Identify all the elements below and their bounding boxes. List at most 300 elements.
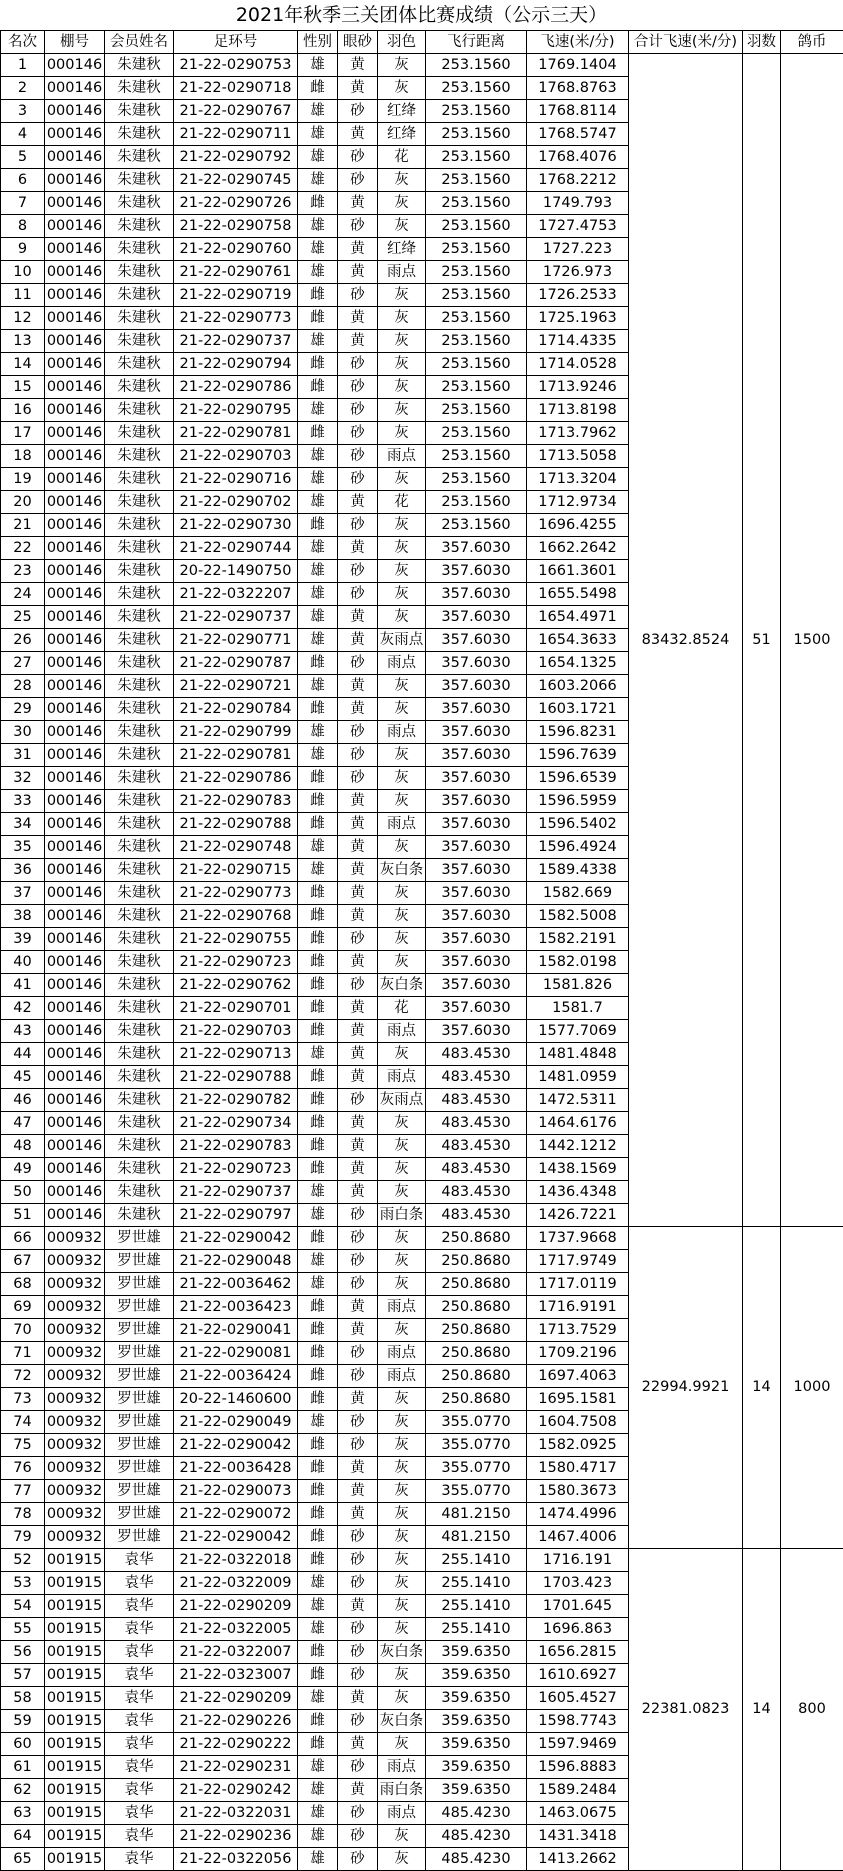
cell-feather-color: 灰白条 (378, 1641, 426, 1664)
cell-eye-sand: 砂 (338, 1089, 378, 1112)
cell-rank: 76 (1, 1457, 45, 1480)
cell-member-name: 袁华 (105, 1595, 174, 1618)
cell-ring-number: 21-22-0290781 (174, 744, 298, 767)
cell-sex: 雄 (298, 215, 338, 238)
cell-eye-sand: 黄 (338, 261, 378, 284)
cell-distance: 253.1560 (426, 399, 527, 422)
cell-loft-id: 000146 (45, 767, 105, 790)
cell-feather-color: 灰 (378, 882, 426, 905)
cell-feather-color: 灰 (378, 192, 426, 215)
cell-ring-number: 21-22-0290081 (174, 1342, 298, 1365)
cell-loft-id: 000146 (45, 215, 105, 238)
cell-member-name: 罗世雄 (105, 1250, 174, 1273)
team-total-speed: 22994.9921 (629, 1227, 743, 1549)
cell-sex: 雄 (298, 744, 338, 767)
cell-speed: 1598.7743 (527, 1710, 629, 1733)
cell-loft-id: 000146 (45, 606, 105, 629)
cell-feather-color: 灰 (378, 169, 426, 192)
cell-distance: 357.6030 (426, 560, 527, 583)
cell-loft-id: 000146 (45, 1158, 105, 1181)
cell-loft-id: 000932 (45, 1342, 105, 1365)
cell-member-name: 朱建秋 (105, 146, 174, 169)
cell-ring-number: 21-22-0290761 (174, 261, 298, 284)
cell-loft-id: 000146 (45, 445, 105, 468)
cell-sex: 雄 (298, 1204, 338, 1227)
cell-speed: 1438.1569 (527, 1158, 629, 1181)
cell-distance: 357.6030 (426, 790, 527, 813)
cell-distance: 253.1560 (426, 215, 527, 238)
cell-feather-color: 雨点 (378, 1296, 426, 1319)
cell-sex: 雄 (298, 1848, 338, 1871)
cell-rank: 64 (1, 1825, 45, 1848)
cell-speed: 1768.8114 (527, 100, 629, 123)
cell-ring-number: 21-22-0290073 (174, 1480, 298, 1503)
cell-eye-sand: 砂 (338, 1526, 378, 1549)
cell-ring-number: 21-22-0290795 (174, 399, 298, 422)
cell-feather-color: 灰 (378, 514, 426, 537)
cell-ring-number: 21-22-0290788 (174, 813, 298, 836)
cell-distance: 250.8680 (426, 1273, 527, 1296)
cell-distance: 357.6030 (426, 583, 527, 606)
cell-ring-number: 21-22-0290753 (174, 54, 298, 77)
cell-ring-number: 21-22-0290226 (174, 1710, 298, 1733)
cell-distance: 253.1560 (426, 491, 527, 514)
cell-speed: 1701.645 (527, 1595, 629, 1618)
cell-sex: 雄 (298, 629, 338, 652)
cell-sex: 雄 (298, 468, 338, 491)
cell-distance: 483.4530 (426, 1043, 527, 1066)
cell-feather-color: 雨点 (378, 445, 426, 468)
cell-member-name: 朱建秋 (105, 77, 174, 100)
cell-loft-id: 000932 (45, 1457, 105, 1480)
cell-member-name: 朱建秋 (105, 652, 174, 675)
cell-loft-id: 000932 (45, 1503, 105, 1526)
cell-speed: 1768.2212 (527, 169, 629, 192)
cell-rank: 46 (1, 1089, 45, 1112)
cell-ring-number: 21-22-0290797 (174, 1204, 298, 1227)
cell-member-name: 朱建秋 (105, 928, 174, 951)
header-member-name: 会员姓名 (105, 31, 174, 54)
cell-rank: 15 (1, 376, 45, 399)
cell-rank: 59 (1, 1710, 45, 1733)
cell-feather-color: 雨点 (378, 1756, 426, 1779)
cell-speed: 1589.2484 (527, 1779, 629, 1802)
cell-rank: 36 (1, 859, 45, 882)
cell-ring-number: 21-22-0290718 (174, 77, 298, 100)
cell-eye-sand: 黄 (338, 905, 378, 928)
cell-sex: 雄 (298, 123, 338, 146)
header-coins: 鸽币 (781, 31, 843, 54)
cell-rank: 17 (1, 422, 45, 445)
cell-speed: 1603.1721 (527, 698, 629, 721)
cell-distance: 357.6030 (426, 652, 527, 675)
cell-speed: 1713.7962 (527, 422, 629, 445)
cell-rank: 74 (1, 1411, 45, 1434)
cell-loft-id: 001915 (45, 1802, 105, 1825)
cell-speed: 1726.2533 (527, 284, 629, 307)
cell-ring-number: 21-22-0290755 (174, 928, 298, 951)
cell-rank: 68 (1, 1273, 45, 1296)
cell-distance: 357.6030 (426, 721, 527, 744)
cell-member-name: 朱建秋 (105, 905, 174, 928)
cell-distance: 483.4530 (426, 1066, 527, 1089)
cell-sex: 雌 (298, 422, 338, 445)
cell-distance: 359.6350 (426, 1710, 527, 1733)
cell-eye-sand: 砂 (338, 399, 378, 422)
cell-ring-number: 21-22-0290703 (174, 1020, 298, 1043)
cell-feather-color: 花 (378, 997, 426, 1020)
cell-ring-number: 21-22-0290768 (174, 905, 298, 928)
cell-member-name: 朱建秋 (105, 698, 174, 721)
cell-distance: 253.1560 (426, 77, 527, 100)
cell-eye-sand: 砂 (338, 974, 378, 997)
cell-loft-id: 000146 (45, 238, 105, 261)
cell-loft-id: 000146 (45, 652, 105, 675)
cell-ring-number: 21-22-0290703 (174, 445, 298, 468)
cell-distance: 483.4530 (426, 1089, 527, 1112)
cell-eye-sand: 黄 (338, 1158, 378, 1181)
cell-speed: 1596.7639 (527, 744, 629, 767)
cell-sex: 雌 (298, 1733, 338, 1756)
cell-feather-color: 灰 (378, 1319, 426, 1342)
cell-eye-sand: 黄 (338, 698, 378, 721)
cell-rank: 63 (1, 1802, 45, 1825)
cell-member-name: 朱建秋 (105, 537, 174, 560)
cell-eye-sand: 砂 (338, 652, 378, 675)
cell-eye-sand: 黄 (338, 1480, 378, 1503)
cell-speed: 1582.669 (527, 882, 629, 905)
cell-speed: 1726.973 (527, 261, 629, 284)
cell-ring-number: 21-22-0322009 (174, 1572, 298, 1595)
cell-loft-id: 001915 (45, 1572, 105, 1595)
cell-feather-color: 灰 (378, 422, 426, 445)
cell-feather-color: 灰 (378, 54, 426, 77)
cell-member-name: 朱建秋 (105, 100, 174, 123)
cell-feather-color: 灰 (378, 215, 426, 238)
cell-feather-color: 灰 (378, 1526, 426, 1549)
cell-distance: 357.6030 (426, 1020, 527, 1043)
cell-eye-sand: 砂 (338, 1825, 378, 1848)
cell-rank: 43 (1, 1020, 45, 1043)
cell-rank: 79 (1, 1526, 45, 1549)
cell-rank: 30 (1, 721, 45, 744)
cell-rank: 7 (1, 192, 45, 215)
cell-rank: 21 (1, 514, 45, 537)
cell-ring-number: 21-22-0290734 (174, 1112, 298, 1135)
cell-feather-color: 灰 (378, 399, 426, 422)
cell-sex: 雌 (298, 192, 338, 215)
table-row (1, 54, 843, 77)
cell-member-name: 朱建秋 (105, 330, 174, 353)
cell-speed: 1582.0198 (527, 951, 629, 974)
cell-sex: 雌 (298, 905, 338, 928)
cell-loft-id: 000146 (45, 698, 105, 721)
cell-sex: 雄 (298, 675, 338, 698)
cell-distance: 253.1560 (426, 330, 527, 353)
header-rank: 名次 (1, 31, 45, 54)
cell-eye-sand: 黄 (338, 1503, 378, 1526)
cell-ring-number: 21-22-0322005 (174, 1618, 298, 1641)
cell-ring-number: 21-22-0290767 (174, 100, 298, 123)
cell-member-name: 朱建秋 (105, 261, 174, 284)
cell-eye-sand: 黄 (338, 1181, 378, 1204)
cell-feather-color: 花 (378, 146, 426, 169)
cell-feather-color: 灰 (378, 1549, 426, 1572)
cell-ring-number: 21-22-0290723 (174, 1158, 298, 1181)
cell-eye-sand: 砂 (338, 928, 378, 951)
cell-ring-number: 21-22-0290715 (174, 859, 298, 882)
cell-distance: 483.4530 (426, 1135, 527, 1158)
cell-sex: 雄 (298, 146, 338, 169)
cell-speed: 1713.5058 (527, 445, 629, 468)
cell-speed: 1463.0675 (527, 1802, 629, 1825)
cell-member-name: 朱建秋 (105, 422, 174, 445)
cell-distance: 485.4230 (426, 1825, 527, 1848)
cell-distance: 250.8680 (426, 1342, 527, 1365)
cell-distance: 357.6030 (426, 698, 527, 721)
cell-ring-number: 21-22-0290072 (174, 1503, 298, 1526)
cell-ring-number: 21-22-0322018 (174, 1549, 298, 1572)
cell-member-name: 朱建秋 (105, 1066, 174, 1089)
table-row (1, 1227, 843, 1250)
cell-rank: 45 (1, 1066, 45, 1089)
cell-speed: 1662.2642 (527, 537, 629, 560)
cell-ring-number: 21-22-0290745 (174, 169, 298, 192)
cell-member-name: 朱建秋 (105, 445, 174, 468)
cell-eye-sand: 黄 (338, 629, 378, 652)
cell-speed: 1597.9469 (527, 1733, 629, 1756)
cell-rank: 54 (1, 1595, 45, 1618)
cell-feather-color: 灰 (378, 284, 426, 307)
cell-speed: 1713.8198 (527, 399, 629, 422)
cell-loft-id: 000146 (45, 675, 105, 698)
cell-ring-number: 21-22-0290236 (174, 1825, 298, 1848)
cell-sex: 雌 (298, 1526, 338, 1549)
cell-member-name: 朱建秋 (105, 974, 174, 997)
cell-member-name: 袁华 (105, 1779, 174, 1802)
cell-distance: 255.1410 (426, 1549, 527, 1572)
cell-loft-id: 000146 (45, 123, 105, 146)
cell-member-name: 袁华 (105, 1710, 174, 1733)
cell-feather-color: 红绛 (378, 238, 426, 261)
cell-eye-sand: 砂 (338, 1618, 378, 1641)
cell-member-name: 朱建秋 (105, 1181, 174, 1204)
cell-distance: 357.6030 (426, 629, 527, 652)
cell-distance: 359.6350 (426, 1779, 527, 1802)
cell-eye-sand: 砂 (338, 468, 378, 491)
cell-sex: 雌 (298, 974, 338, 997)
cell-loft-id: 000146 (45, 1181, 105, 1204)
cell-loft-id: 000146 (45, 169, 105, 192)
cell-rank: 14 (1, 353, 45, 376)
cell-distance: 253.1560 (426, 353, 527, 376)
cell-speed: 1464.6176 (527, 1112, 629, 1135)
cell-speed: 1610.6927 (527, 1664, 629, 1687)
cell-sex: 雌 (298, 1480, 338, 1503)
cell-rank: 32 (1, 767, 45, 790)
cell-ring-number: 21-22-0290783 (174, 1135, 298, 1158)
cell-feather-color: 灰 (378, 928, 426, 951)
cell-eye-sand: 砂 (338, 353, 378, 376)
team-bird-count: 51 (743, 54, 781, 1227)
cell-eye-sand: 黄 (338, 54, 378, 77)
cell-sex: 雄 (298, 1273, 338, 1296)
cell-loft-id: 000146 (45, 376, 105, 399)
cell-feather-color: 灰 (378, 790, 426, 813)
cell-sex: 雌 (298, 1457, 338, 1480)
cell-loft-id: 001915 (45, 1733, 105, 1756)
cell-sex: 雄 (298, 537, 338, 560)
cell-eye-sand: 砂 (338, 1365, 378, 1388)
cell-rank: 35 (1, 836, 45, 859)
cell-loft-id: 000932 (45, 1319, 105, 1342)
cell-distance: 355.0770 (426, 1457, 527, 1480)
cell-loft-id: 000146 (45, 491, 105, 514)
cell-ring-number: 21-22-0290782 (174, 1089, 298, 1112)
cell-speed: 1768.5747 (527, 123, 629, 146)
cell-distance: 253.1560 (426, 514, 527, 537)
cell-rank: 4 (1, 123, 45, 146)
cell-member-name: 朱建秋 (105, 606, 174, 629)
cell-sex: 雌 (298, 928, 338, 951)
cell-loft-id: 001915 (45, 1687, 105, 1710)
cell-sex: 雌 (298, 813, 338, 836)
cell-eye-sand: 黄 (338, 1733, 378, 1756)
cell-eye-sand: 黄 (338, 1112, 378, 1135)
cell-distance: 485.4230 (426, 1802, 527, 1825)
cell-loft-id: 000146 (45, 54, 105, 77)
cell-loft-id: 001915 (45, 1779, 105, 1802)
cell-member-name: 朱建秋 (105, 997, 174, 1020)
cell-feather-color: 灰 (378, 1848, 426, 1871)
cell-feather-color: 灰 (378, 905, 426, 928)
cell-eye-sand: 黄 (338, 1043, 378, 1066)
cell-distance: 483.4530 (426, 1112, 527, 1135)
cell-feather-color: 灰 (378, 1388, 426, 1411)
cell-member-name: 罗世雄 (105, 1457, 174, 1480)
cell-eye-sand: 砂 (338, 767, 378, 790)
cell-ring-number: 21-22-0290784 (174, 698, 298, 721)
cell-sex: 雄 (298, 1687, 338, 1710)
cell-ring-number: 21-22-0290771 (174, 629, 298, 652)
cell-speed: 1768.8763 (527, 77, 629, 100)
cell-feather-color: 雨点 (378, 1342, 426, 1365)
cell-rank: 75 (1, 1434, 45, 1457)
cell-feather-color: 灰白条 (378, 1710, 426, 1733)
cell-loft-id: 000146 (45, 813, 105, 836)
cell-distance: 250.8680 (426, 1296, 527, 1319)
cell-member-name: 朱建秋 (105, 721, 174, 744)
cell-ring-number: 21-22-0290737 (174, 330, 298, 353)
cell-rank: 12 (1, 307, 45, 330)
cell-eye-sand: 砂 (338, 1756, 378, 1779)
cell-feather-color: 灰 (378, 1572, 426, 1595)
cell-distance: 483.4530 (426, 1181, 527, 1204)
cell-speed: 1605.4527 (527, 1687, 629, 1710)
cell-eye-sand: 砂 (338, 169, 378, 192)
cell-sex: 雄 (298, 1411, 338, 1434)
cell-feather-color: 灰 (378, 1595, 426, 1618)
cell-sex: 雄 (298, 1779, 338, 1802)
cell-eye-sand: 砂 (338, 560, 378, 583)
cell-sex: 雌 (298, 882, 338, 905)
cell-speed: 1768.4076 (527, 146, 629, 169)
cell-loft-id: 000146 (45, 1089, 105, 1112)
cell-rank: 9 (1, 238, 45, 261)
header-sex: 性别 (298, 31, 338, 54)
cell-member-name: 罗世雄 (105, 1411, 174, 1434)
cell-sex: 雌 (298, 698, 338, 721)
cell-feather-color: 灰 (378, 675, 426, 698)
cell-distance: 253.1560 (426, 192, 527, 215)
cell-rank: 61 (1, 1756, 45, 1779)
cell-speed: 1714.4335 (527, 330, 629, 353)
cell-member-name: 罗世雄 (105, 1526, 174, 1549)
cell-rank: 72 (1, 1365, 45, 1388)
cell-ring-number: 21-22-0290231 (174, 1756, 298, 1779)
cell-loft-id: 000146 (45, 537, 105, 560)
cell-feather-color: 雨白条 (378, 1204, 426, 1227)
cell-sex: 雌 (298, 1112, 338, 1135)
cell-feather-color: 雨白条 (378, 1779, 426, 1802)
cell-rank: 10 (1, 261, 45, 284)
cell-rank: 16 (1, 399, 45, 422)
cell-ring-number: 21-22-0290730 (174, 514, 298, 537)
cell-distance: 253.1560 (426, 376, 527, 399)
cell-distance: 359.6350 (426, 1641, 527, 1664)
cell-feather-color: 灰 (378, 1480, 426, 1503)
team-bird-count: 14 (743, 1549, 781, 1871)
cell-member-name: 袁华 (105, 1733, 174, 1756)
cell-loft-id: 000932 (45, 1526, 105, 1549)
cell-speed: 1596.5402 (527, 813, 629, 836)
results-body (1, 54, 843, 1871)
cell-ring-number: 21-22-0290726 (174, 192, 298, 215)
cell-ring-number: 21-22-0290042 (174, 1227, 298, 1250)
cell-speed: 1472.5311 (527, 1089, 629, 1112)
cell-speed: 1580.3673 (527, 1480, 629, 1503)
cell-sex: 雌 (298, 376, 338, 399)
cell-loft-id: 000146 (45, 974, 105, 997)
cell-feather-color: 灰 (378, 1112, 426, 1135)
cell-loft-id: 000146 (45, 100, 105, 123)
header-bird-count: 羽数 (743, 31, 781, 54)
cell-speed: 1713.7529 (527, 1319, 629, 1342)
cell-loft-id: 000146 (45, 1066, 105, 1089)
cell-ring-number: 21-22-0290758 (174, 215, 298, 238)
cell-feather-color: 灰 (378, 836, 426, 859)
cell-speed: 1596.8231 (527, 721, 629, 744)
cell-loft-id: 000146 (45, 422, 105, 445)
cell-speed: 1581.7 (527, 997, 629, 1020)
cell-loft-id: 000146 (45, 353, 105, 376)
cell-speed: 1655.5498 (527, 583, 629, 606)
cell-member-name: 朱建秋 (105, 560, 174, 583)
cell-rank: 56 (1, 1641, 45, 1664)
team-coins: 1500 (781, 54, 843, 1227)
cell-feather-color: 红绛 (378, 100, 426, 123)
cell-speed: 1474.4996 (527, 1503, 629, 1526)
cell-eye-sand: 黄 (338, 330, 378, 353)
cell-distance: 250.8680 (426, 1319, 527, 1342)
cell-sex: 雌 (298, 77, 338, 100)
cell-distance: 253.1560 (426, 445, 527, 468)
cell-distance: 357.6030 (426, 905, 527, 928)
cell-sex: 雄 (298, 1618, 338, 1641)
cell-sex: 雄 (298, 1595, 338, 1618)
cell-rank: 62 (1, 1779, 45, 1802)
cell-loft-id: 000146 (45, 583, 105, 606)
